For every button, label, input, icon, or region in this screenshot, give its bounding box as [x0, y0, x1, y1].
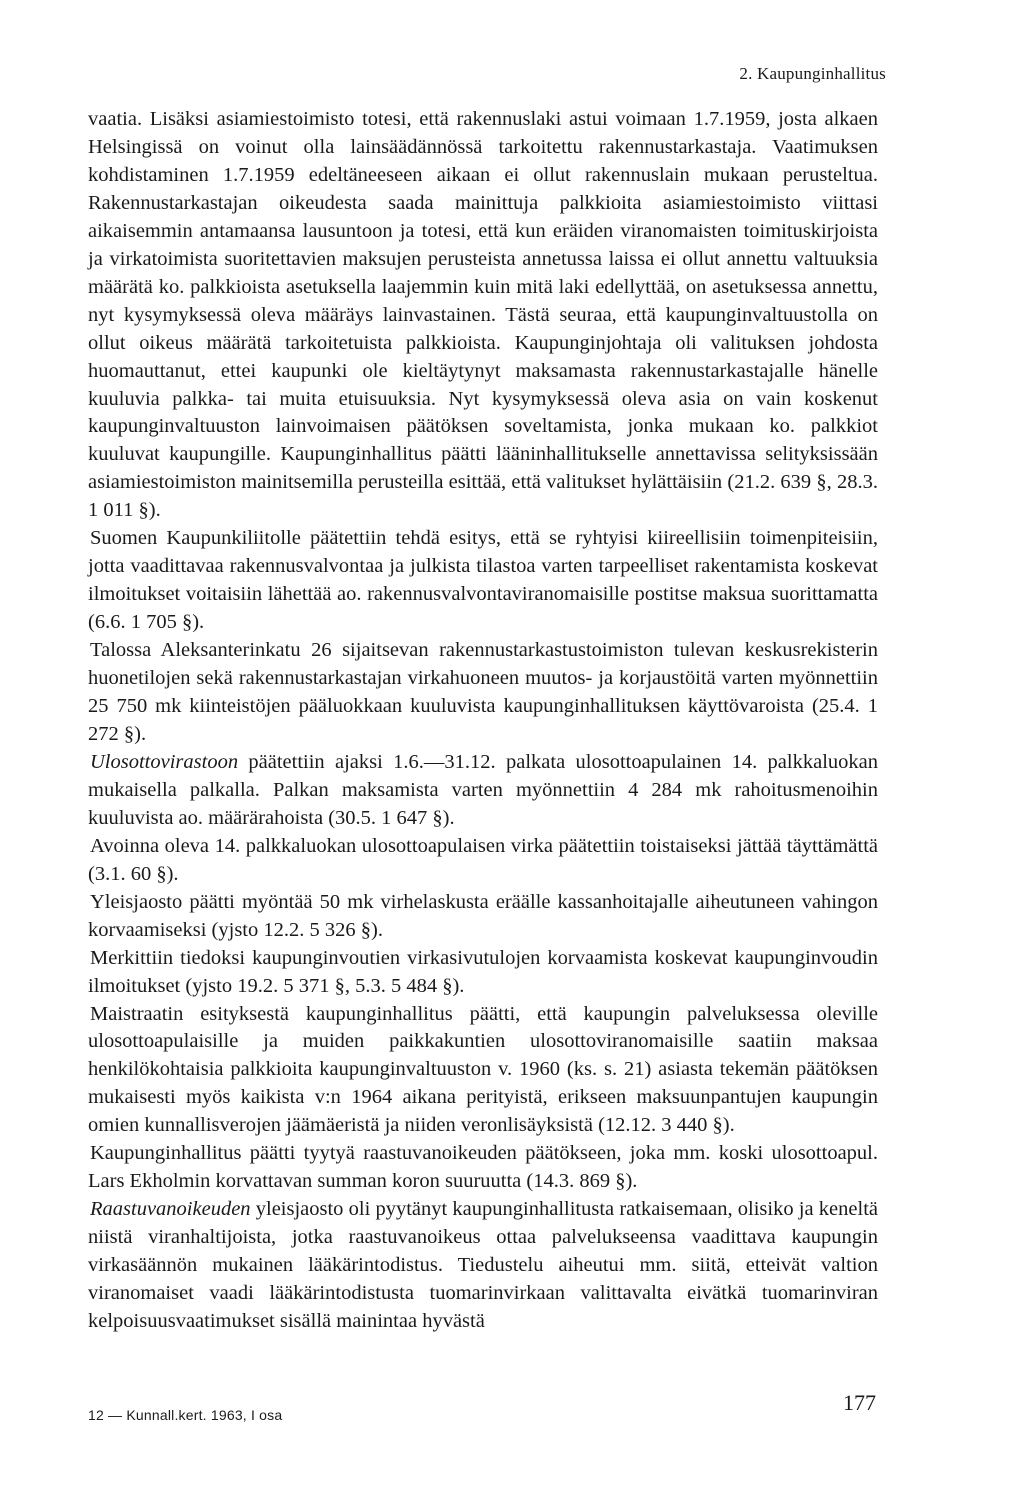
paragraph: [88, 889, 878, 945]
paragraph-text: yleisjaosto oli pyytänyt kaupunginhallitusta ratkaisemaan, olisiko ja keneltä niistä viranhaltijoista, jotka raastuvanoikeus ottaa palvelukseensa vaadittava kaupungin virkasäännön mukainen lääkärintodistus. Tiedustelu aiheutui mm. siitä, etteivät valtion viranomaiset vaadi lääkärintodistusta tuomarinvirkaan valittavalta eivätkä tuomarinviran kelpoisuusvaatimukset sisällä mainintaa hyvästä: [88, 1198, 878, 1332]
running-head: 2. Kaupunginhallitus: [739, 64, 886, 83]
paragraph-text: Suomen Kaupunkiliitolle päätettiin tehdä esitys, että se ryhtyisi kiireellisiin toimenpiteisiin, jotta vaadittavaa rakennusvalvontaa ja julkista tilastoa varten tarpeelliset rakentamista koskevat ilmoitukset voitaisiin lähettää ao. rakennusvalvontaviranomaisille postitse maksua suorittamatta (6.6. 1 705 §).: [88, 527, 878, 634]
paragraph: [88, 1140, 878, 1196]
paragraph-text: Maistraatin esityksestä kaupunginhallitus päätti, että kaupungin palveluksessa oleville ulosottoapulaisille ja muiden paikkakuntien ulosottoviranomaisille saatiin maksaa henkilökohtaisia palkkioita kaupunginvaltuuston v. 1960 (ks. s. 21) asiasta tekemän päätöksen mukaisesti myös kaikista v:n 1964 aikana perityistä, erikseen maksuunpantujen kaupungin omien kunnallisverojen jäämäeristä ja niiden veronlisäyksistä (12.12. 3 440 §).: [88, 1002, 878, 1137]
paragraph-lead-italic: Ulosottovirastoon: [90, 750, 239, 773]
paragraph-text: Yleisjaosto päätti myöntää 50 mk virhelaskusta eräälle kassanhoitajalle aiheutuneen vahingon korvaamiseksi (yjsto 12.2. 5 326 §).: [88, 890, 878, 941]
paragraph-text: Merkittiin tiedoksi kaupunginvoutien virkasivutulojen korvaamista koskevat kaupunginvoudin ilmoitukset (yjsto 19.2. 5 371 §, 5.3. 5 484 §).: [88, 946, 878, 997]
footer-note: 12 — Kunnall.kert. 1963, I osa: [88, 1407, 283, 1423]
paragraph-text: Talossa Aleksanterinkatu 26 sijaitsevan rakennustarkastustoimiston tulevan keskusrekisterin huonetilojen sekä rakennustarkastajan virkahuoneen muutos- ja korjaustöitä varten myönnettiin 25 750 mk kiinteistöjen pääluokkaan kuuluvista kaupunginhallituksen käyttövaroista (25.4. 1 272 §).: [88, 639, 878, 745]
paragraph-text: Kaupunginhallitus päätti tyytyä raastuvanoikeuden päätökseen, joka mm. koski ulosottoapul. Lars Ekholmin korvattavan summan koron suuruutta (14.3. 869 §).: [88, 1142, 878, 1193]
paragraph-text: päätettiin ajaksi 1.6.—31.12. palkata ulosottoapulainen 14. palkkaluokan mukaisella palkalla. Palkan maksamista varten myönnettiin 4 284 mk rahoitusmenoihin kuuluvista ao. määrärahoista (30.5. 1 647 §).: [88, 750, 878, 829]
paragraph-lead-italic: Raastuvanoikeuden: [90, 1198, 251, 1221]
paragraph: [88, 637, 878, 749]
paragraph-text: Avoinna oleva 14. palkkaluokan ulosottoapulaisen virka päätettiin toistaiseksi jättää täyttämättä (3.1. 60 §).: [88, 834, 878, 885]
paragraph: [88, 749, 878, 833]
paragraph-text: vaatia. Lisäksi asiamiestoimisto totesi, että rakennuslaki astui voimaan 1.7.1959, josta alkaen Helsingissä on voinut olla lainsäädännössä tarkoitettu rakennustarkastaja. Vaatimuksen kohdistaminen 1.7.1959 edeltäneeseen aikaan ei ollut rakennuslain mukaan perusteltua. Rakennustarkastajan oikeudesta saada mainittuja palkkioita asiamiestoimisto viittasi aikaisemmin antamaansa lausuntoon ja totesi, että kun eräiden viranomaisten toimituskirjoista ja virkatoimista suoritettavien maksujen perusteista annetussa laissa ei ollut annettu valtuuksia määrätä ko. palkkioista asetuksella laajemmin kuin mitä laki edellyttää, on asetuksessa annettu, nyt kysymyksessä oleva määräys lainvastainen. Tästä seuraa, että kaupunginvaltuustolla on ollut oikeus määrätä tarkoitetuista palkkioista. Kaupunginjohtaja oli valituksen johdosta huomauttanut, ettei kaupunki ole kieltäytynyt maksamasta rakennustarkastajalle hänelle kuuluvia palkka- tai muita etuisuuksia. Nyt kysymyksessä oleva asia on vain koskenut kaupunginvaltuuston lainvoimaisen päätöksen soveltamista, jonka mukaan ko. palkkiot kuuluvat kaupungille. Kaupunginhallitus päätti lääninhallitukselle annettavissa selityksissään asiamiestoimiston mainitsemilla perusteilla esittää, että valitukset hylättäisiin (21.2. 639 §, 28.3. 1 011 §).: [88, 108, 878, 522]
paragraph: [88, 1196, 878, 1336]
paragraph: [88, 1001, 878, 1141]
paragraph: [88, 106, 878, 525]
body-text: [88, 106, 878, 1336]
paragraph: [88, 833, 878, 889]
paragraph: [88, 945, 878, 1001]
page-number: 177: [843, 1390, 876, 1415]
paragraph: [88, 525, 878, 637]
